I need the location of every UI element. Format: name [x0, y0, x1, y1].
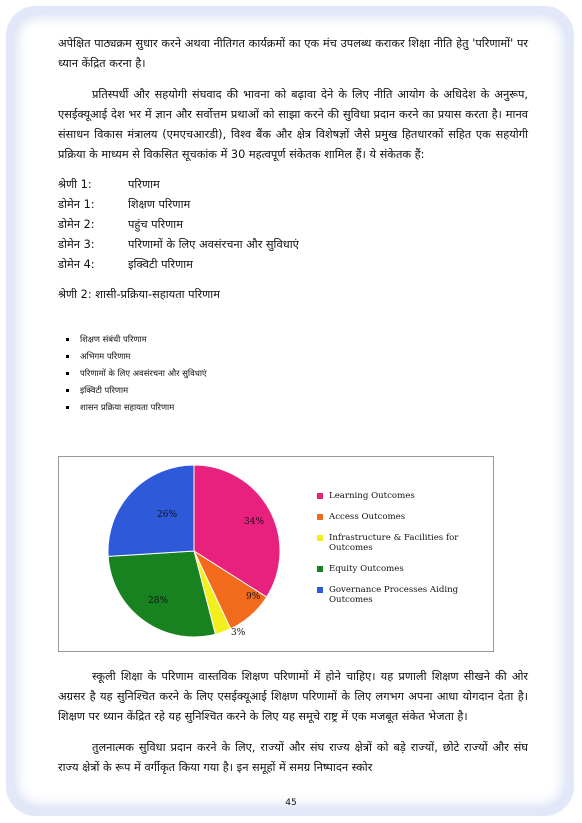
- category-row: [58, 215, 528, 235]
- bullet-item: अभिगम परिणाम: [80, 348, 528, 365]
- legend-item: [317, 585, 487, 605]
- bullet-item: शिक्षण संबंधी परिणाम: [80, 331, 528, 348]
- legend-label: Infrastructure & Facilities for Outcomes: [329, 533, 459, 553]
- slice-label: 9%: [246, 592, 261, 602]
- category-key: डोमेन 1:: [58, 198, 95, 211]
- category-key: डोमेन 3:: [58, 238, 95, 251]
- slice-label: 34%: [244, 517, 265, 527]
- pie-chart: [58, 456, 494, 652]
- bullet-list: [58, 331, 528, 416]
- category-value: पहुंच परिणाम: [128, 218, 183, 231]
- category-value: परिणाम: [128, 178, 160, 191]
- category-row: [58, 195, 528, 215]
- page-content: [58, 34, 528, 416]
- legend-swatch: [317, 493, 323, 499]
- category-2-heading: श्रेणी 2: शासी-प्रक्रिया-सहायता परिणाम: [58, 288, 220, 301]
- intro-paragraph: अपेक्षित पाठ्यक्रम सुधार करने अथवा नीतिगत कार्यक्रमों का एक मंच उपलब्ध कराकर शिक्षा नीति हेतु 'परिणामों' पर ध्यान केंद्रित करना है।: [58, 37, 528, 70]
- category-row: [58, 175, 528, 195]
- chart-legend: [317, 491, 487, 616]
- category-row: [58, 255, 528, 275]
- legend-swatch: [317, 514, 323, 520]
- legend-swatch: [317, 566, 323, 572]
- page-number: 45: [285, 798, 297, 808]
- seqi-paragraph: प्रतिस्पर्धी और सहयोगी संघवाद की भावना को बढ़ावा देने के लिए नीति आयोग के अधिदेश के अनुरूप, एसईक्यूआई देश भर में ज्ञान और सर्वोत्तम प्रथाओं को साझा करने की सुविधा प्रदान करने का प्रयास करता है। मानव संसाधन विकास मंत्रालय (एमएचआरडी), विश्व बैंक और क्षेत्र विशेषज्ञों जैसे प्रमुख हितधारकों सहित एक सहयोगी प्रक्रिया के माध्यम से विकसित सूचकांक में 30 महत्वपूर्ण संकेतक शामिल हैं। ये संकेतक हैं:: [58, 88, 528, 161]
- legend-label: Learning Outcomes: [329, 491, 415, 501]
- legend-item: [317, 512, 487, 522]
- category-key: डोमेन 2:: [58, 218, 95, 231]
- category-value: इक्विटी परिणाम: [128, 258, 193, 271]
- slice-label: 28%: [148, 596, 169, 606]
- bullet-item: शासन प्रक्रिया सहायता परिणाम: [80, 399, 528, 416]
- category-key: डोमेन 4:: [58, 258, 95, 271]
- bullet-item: इक्विटी परिणाम: [80, 382, 528, 399]
- legend-item: [317, 564, 487, 574]
- category-value: परिणामों के लिए अवसंरचना और सुविधाएं: [128, 238, 299, 251]
- category-key: श्रेणी 1:: [58, 178, 92, 191]
- legend-item: [317, 533, 487, 553]
- category-row: [58, 235, 528, 255]
- category-value: शिक्षण परिणाम: [128, 198, 191, 211]
- legend-item: [317, 491, 487, 501]
- legend-label: Governance Processes Aiding Outcomes: [329, 585, 459, 605]
- category-list: [58, 175, 528, 275]
- comparison-paragraph: तुलनात्मक सुविधा प्रदान करने के लिए, राज्यों और संघ राज्य क्षेत्रों को बड़े राज्यों, छोटे राज्यों और संघ राज्य क्षेत्रों के रूप में वर्गीकृत किया गया है। इन समूहों में समग्र निष्पादन स्कोर: [58, 741, 528, 774]
- slice-label: 3%: [231, 628, 246, 638]
- outcomes-paragraph: स्कूली शिक्षा के परिणाम वास्तविक शिक्षण परिणामों में होने चाहिए। यह प्रणाली शिक्षण सीखने की ओर अग्रसर है यह सुनिश्चित करने के लिए एसईक्यूआई शिक्षण परिणामों के लिए लगभग अपना आधा योगदान देता है। शिक्षण पर ध्यान केंद्रित रहे यह सुनिश्चित करने के लिए यह समूचे राष्ट्र में एक मजबूत संकेत भेजता है।: [58, 670, 528, 723]
- pie-slice: [108, 465, 194, 556]
- legend-label: Access Outcomes: [329, 512, 406, 522]
- slice-label: 26%: [157, 510, 178, 520]
- legend-swatch: [317, 587, 323, 593]
- legend-label: Equity Outcomes: [329, 564, 404, 574]
- bullet-item: परिणामों के लिए अवसंरचना और सुविधाएं: [80, 365, 528, 382]
- bottom-content: [58, 667, 528, 778]
- legend-swatch: [317, 535, 323, 541]
